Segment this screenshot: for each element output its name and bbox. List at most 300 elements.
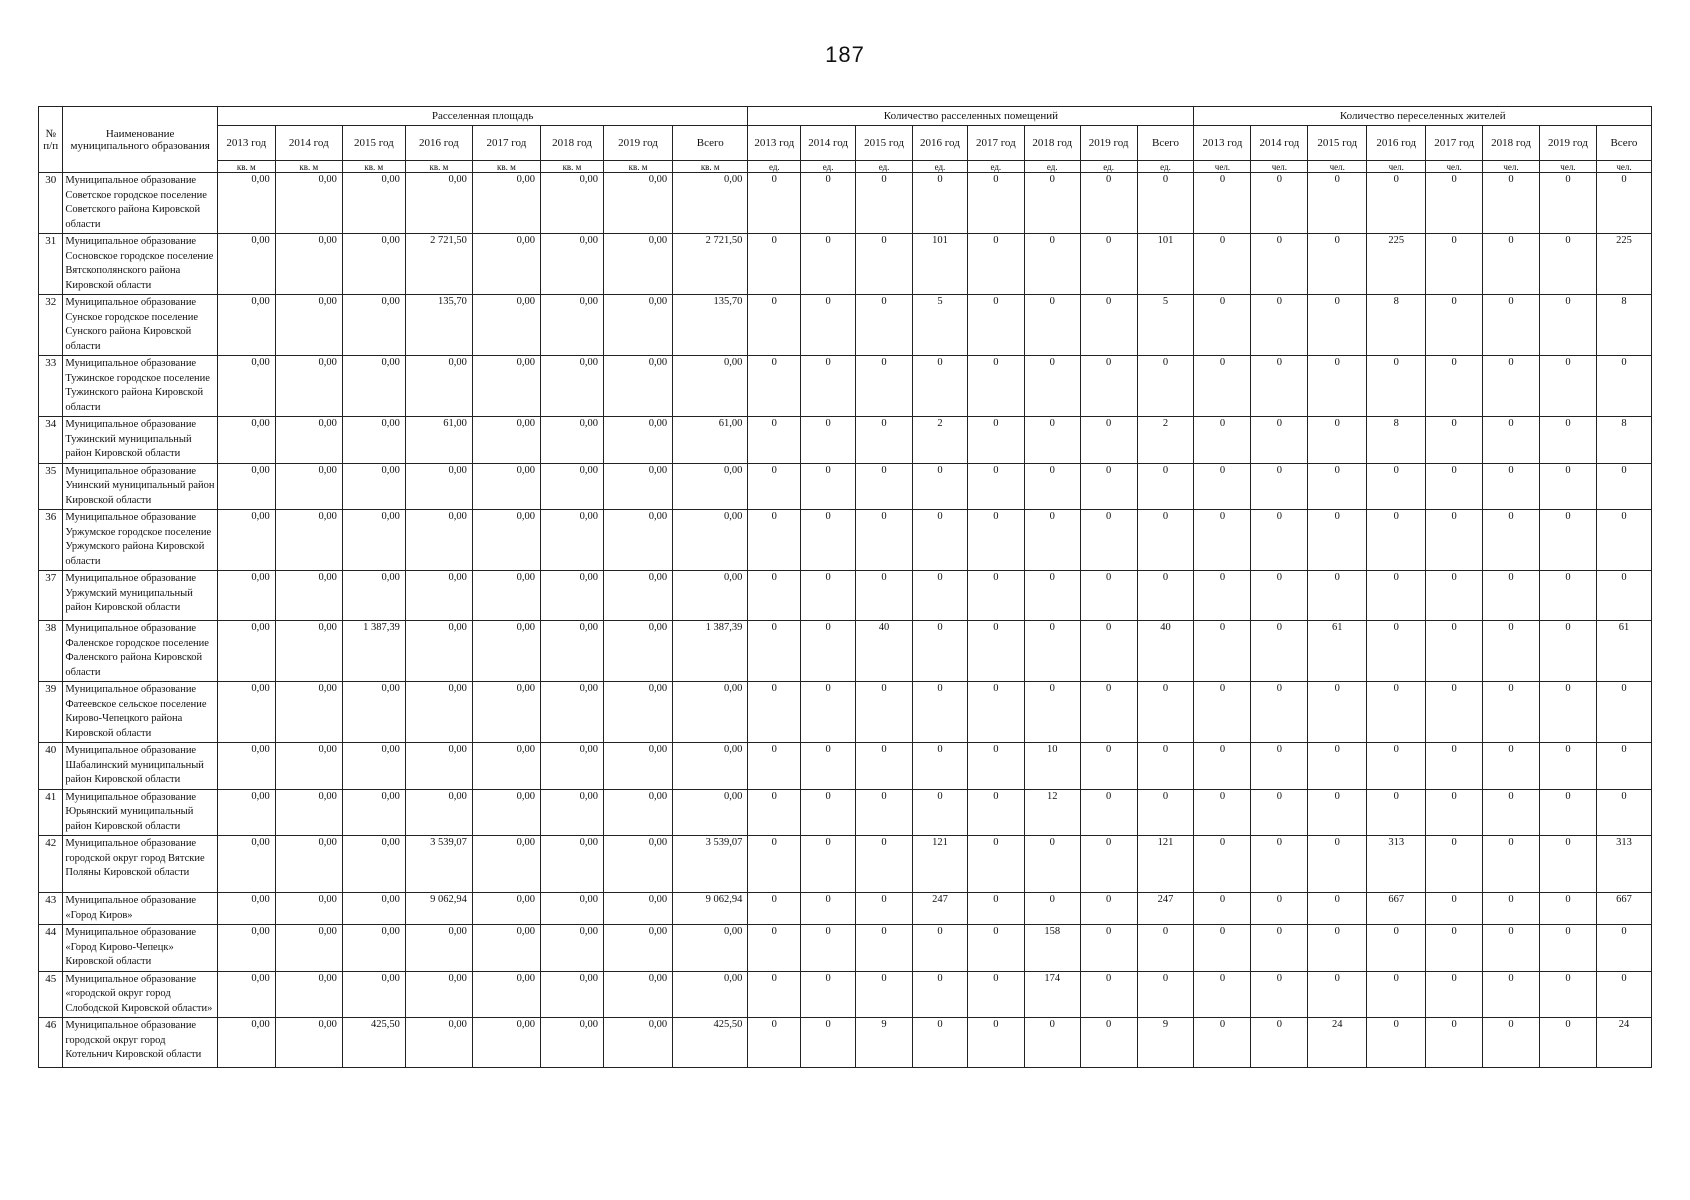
rooms-cell: 0 [801,173,856,234]
people-cell: 0 [1194,463,1251,510]
area-cell: 0,00 [603,971,672,1018]
rooms-cell: 0 [913,682,968,743]
people-cell: 667 [1367,893,1426,925]
people-cell: 0 [1251,621,1308,682]
header-group-row [39,107,1652,126]
area-cell: 0,00 [540,173,603,234]
area-cell: 0,00 [217,743,275,790]
people-cell: 0 [1596,571,1651,621]
rooms-cell: 0 [856,925,913,972]
area-cell: 0,00 [540,1018,603,1068]
area-cell: 1 387,39 [673,621,748,682]
header-year-people: 2016 год [1367,126,1426,161]
area-cell: 0,00 [472,971,540,1018]
rooms-cell: 101 [913,234,968,295]
rooms-cell: 0 [1137,356,1194,417]
header-units-row [39,161,1652,173]
rooms-cell: 174 [1024,971,1080,1018]
rooms-cell: 0 [801,295,856,356]
people-cell: 0 [1251,925,1308,972]
area-cell: 0,00 [603,621,672,682]
rooms-cell: 0 [801,1018,856,1068]
people-cell: 0 [1426,621,1483,682]
rooms-cell: 0 [967,356,1024,417]
people-cell: 0 [1539,173,1596,234]
resettlement-table [38,106,1652,1068]
people-cell: 0 [1426,971,1483,1018]
area-cell: 9 062,94 [405,893,472,925]
rooms-cell: 0 [913,356,968,417]
area-cell: 0,00 [217,1018,275,1068]
people-cell: 0 [1367,1018,1426,1068]
area-cell: 0,00 [405,743,472,790]
header-unit-people: чел. [1308,161,1367,173]
rooms-cell: 0 [748,836,801,893]
row-number: 34 [39,417,63,464]
area-cell: 0,00 [342,971,405,1018]
rooms-cell: 0 [1080,417,1137,464]
area-cell: 0,00 [275,571,342,621]
rooms-cell: 0 [967,621,1024,682]
header-unit-rooms: ед. [1137,161,1194,173]
row-number: 46 [39,1018,63,1068]
rooms-cell: 2 [913,417,968,464]
people-cell: 0 [1483,971,1540,1018]
area-cell: 0,00 [275,463,342,510]
area-cell: 0,00 [342,356,405,417]
area-cell: 0,00 [342,463,405,510]
area-cell: 0,00 [217,621,275,682]
people-cell: 0 [1596,173,1651,234]
rooms-cell: 0 [748,234,801,295]
area-cell: 0,00 [472,463,540,510]
row-number: 37 [39,571,63,621]
area-cell: 0,00 [217,789,275,836]
municipality-name: Муниципальное образование Юрьянский муниципальный район Кировской области [63,789,217,836]
people-cell: 0 [1596,510,1651,571]
people-cell: 0 [1596,971,1651,1018]
rooms-cell: 40 [1137,621,1194,682]
people-cell: 0 [1483,925,1540,972]
area-cell: 0,00 [275,1018,342,1068]
header-years-row [39,126,1652,161]
area-cell: 0,00 [217,417,275,464]
page-number: 187 [825,42,865,67]
municipality-name: Муниципальное образование Фатеевское сельское поселение Кирово-Чепецкого района Кировской области [63,682,217,743]
area-cell: 0,00 [603,836,672,893]
people-cell: 0 [1308,463,1367,510]
area-cell: 0,00 [275,893,342,925]
area-cell: 0,00 [540,234,603,295]
table-row [39,743,1652,790]
people-cell: 0 [1251,295,1308,356]
rooms-cell: 0 [1080,836,1137,893]
header-unit-rooms: ед. [1080,161,1137,173]
area-cell: 0,00 [342,682,405,743]
rooms-cell: 0 [967,1018,1024,1068]
area-cell: 0,00 [275,925,342,972]
people-cell: 0 [1426,356,1483,417]
people-cell: 0 [1539,836,1596,893]
header-unit-rooms: ед. [748,161,801,173]
area-cell: 0,00 [275,295,342,356]
table-row [39,836,1652,893]
people-cell: 0 [1539,682,1596,743]
people-cell: 0 [1483,234,1540,295]
people-cell: 225 [1596,234,1651,295]
area-cell: 0,00 [603,356,672,417]
area-cell: 0,00 [275,836,342,893]
people-cell: 0 [1539,510,1596,571]
people-cell: 0 [1426,173,1483,234]
rooms-cell: 0 [1137,571,1194,621]
people-cell: 0 [1251,173,1308,234]
rooms-cell: 0 [1024,417,1080,464]
area-cell: 0,00 [673,971,748,1018]
header-year-people: 2014 год [1251,126,1308,161]
area-cell: 0,00 [540,971,603,1018]
rooms-cell: 0 [1080,893,1137,925]
people-cell: 0 [1251,789,1308,836]
rooms-cell: 0 [856,836,913,893]
rooms-cell: 0 [856,893,913,925]
rooms-cell: 9 [856,1018,913,1068]
people-cell: 0 [1308,417,1367,464]
rooms-cell: 0 [748,1018,801,1068]
rooms-cell: 0 [856,789,913,836]
area-cell: 0,00 [603,173,672,234]
area-cell: 0,00 [217,893,275,925]
people-cell: 0 [1194,571,1251,621]
header-year-people: 2017 год [1426,126,1483,161]
area-cell: 0,00 [217,682,275,743]
rooms-cell: 0 [967,925,1024,972]
area-cell: 0,00 [603,925,672,972]
municipality-name: Муниципальное образование Тужинское городское поселение Тужинского района Кировской области [63,356,217,417]
area-cell: 135,70 [405,295,472,356]
area-cell: 0,00 [603,1018,672,1068]
rooms-cell: 0 [1080,621,1137,682]
area-cell: 0,00 [342,925,405,972]
area-cell: 0,00 [405,356,472,417]
people-cell: 0 [1194,356,1251,417]
area-cell: 0,00 [472,1018,540,1068]
rooms-cell: 0 [856,743,913,790]
rooms-cell: 0 [967,743,1024,790]
area-cell: 0,00 [472,234,540,295]
people-cell: 0 [1194,510,1251,571]
area-cell: 0,00 [540,893,603,925]
people-cell: 0 [1251,893,1308,925]
header-group-area: Расселенная площадь [217,107,748,126]
rooms-cell: 0 [801,356,856,417]
rooms-cell: 12 [1024,789,1080,836]
area-cell: 0,00 [673,925,748,972]
area-cell: 0,00 [275,743,342,790]
people-cell: 0 [1308,789,1367,836]
area-cell: 0,00 [673,743,748,790]
rooms-cell: 0 [913,789,968,836]
area-cell: 0,00 [217,510,275,571]
area-cell: 0,00 [275,510,342,571]
rooms-cell: 2 [1137,417,1194,464]
area-cell: 0,00 [673,356,748,417]
area-cell: 0,00 [603,463,672,510]
people-cell: 0 [1308,925,1367,972]
rooms-cell: 0 [913,173,968,234]
header-unit-area: кв. м [472,161,540,173]
people-cell: 0 [1194,789,1251,836]
area-cell: 0,00 [275,173,342,234]
rooms-cell: 101 [1137,234,1194,295]
people-cell: 8 [1367,417,1426,464]
people-cell: 0 [1251,510,1308,571]
rooms-cell: 0 [967,510,1024,571]
area-cell: 9 062,94 [673,893,748,925]
rooms-cell: 0 [748,173,801,234]
municipality-name: Муниципальное образование Фаленское городское поселение Фаленского района Кировской области [63,621,217,682]
people-cell: 0 [1596,743,1651,790]
area-cell: 0,00 [603,743,672,790]
area-cell: 0,00 [472,925,540,972]
area-cell: 0,00 [540,417,603,464]
row-number: 38 [39,621,63,682]
area-cell: 0,00 [603,417,672,464]
area-cell: 0,00 [603,510,672,571]
rooms-cell: 0 [1024,173,1080,234]
people-cell: 0 [1367,173,1426,234]
row-number: 43 [39,893,63,925]
rooms-cell: 0 [1024,463,1080,510]
area-cell: 0,00 [540,789,603,836]
header-year-rooms: 2018 год [1024,126,1080,161]
area-cell: 2 721,50 [673,234,748,295]
rooms-cell: 0 [801,463,856,510]
people-cell: 225 [1367,234,1426,295]
people-cell: 0 [1483,417,1540,464]
people-cell: 0 [1483,682,1540,743]
people-cell: 0 [1367,925,1426,972]
rooms-cell: 0 [1080,295,1137,356]
header-year-area: 2015 год [342,126,405,161]
table-row [39,571,1652,621]
row-number: 32 [39,295,63,356]
rooms-cell: 0 [1080,571,1137,621]
header-unit-people: чел. [1426,161,1483,173]
header-unit-people: чел. [1483,161,1540,173]
rooms-cell: 0 [967,682,1024,743]
people-cell: 8 [1596,417,1651,464]
area-cell: 0,00 [673,173,748,234]
rooms-cell: 0 [748,510,801,571]
area-cell: 0,00 [342,789,405,836]
area-cell: 0,00 [540,571,603,621]
header-year-people: 2015 год [1308,126,1367,161]
people-cell: 0 [1251,463,1308,510]
header-unit-people: чел. [1596,161,1651,173]
people-cell: 0 [1308,743,1367,790]
rooms-cell: 0 [748,743,801,790]
rooms-cell: 0 [801,789,856,836]
people-cell: 0 [1596,356,1651,417]
area-cell: 0,00 [275,789,342,836]
area-cell: 0,00 [405,621,472,682]
area-cell: 0,00 [405,1018,472,1068]
area-cell: 2 721,50 [405,234,472,295]
municipality-name: Муниципальное образование городской округ город Котельнич Кировской области [63,1018,217,1068]
area-cell: 0,00 [472,789,540,836]
people-cell: 0 [1483,789,1540,836]
rooms-cell: 0 [1137,682,1194,743]
rooms-cell: 0 [748,893,801,925]
rooms-cell: 0 [913,1018,968,1068]
area-cell: 0,00 [540,356,603,417]
rooms-cell: 0 [1137,925,1194,972]
rooms-cell: 0 [913,571,968,621]
rooms-cell: 0 [1024,510,1080,571]
rooms-cell: 0 [913,925,968,972]
rooms-cell: 0 [1080,925,1137,972]
rooms-cell: 0 [1024,621,1080,682]
municipality-name: Муниципальное образование Уржумское городское поселение Уржумского района Кировской области [63,510,217,571]
municipality-name: Муниципальное образование Сунское городское поселение Сунского района Кировской области [63,295,217,356]
people-cell: 0 [1194,971,1251,1018]
area-cell: 0,00 [342,417,405,464]
header-year-area: 2016 год [405,126,472,161]
rooms-cell: 0 [1080,682,1137,743]
people-cell: 0 [1426,682,1483,743]
people-cell: 0 [1251,743,1308,790]
header-group-people: Количество переселенных жителей [1194,107,1652,126]
people-cell: 0 [1539,1018,1596,1068]
rooms-cell: 0 [856,356,913,417]
area-cell: 0,00 [275,682,342,743]
area-cell: 0,00 [603,682,672,743]
area-cell: 0,00 [540,295,603,356]
rooms-cell: 121 [913,836,968,893]
people-cell: 24 [1596,1018,1651,1068]
area-cell: 0,00 [673,463,748,510]
area-cell: 0,00 [540,836,603,893]
area-cell: 0,00 [673,789,748,836]
header-unit-people: чел. [1194,161,1251,173]
people-cell: 0 [1539,893,1596,925]
rooms-cell: 0 [856,173,913,234]
area-cell: 0,00 [472,682,540,743]
people-cell: 0 [1596,925,1651,972]
area-cell: 0,00 [673,682,748,743]
rooms-cell: 0 [913,510,968,571]
header-year-rooms: 2013 год [748,126,801,161]
rooms-cell: 0 [856,682,913,743]
header-unit-area: кв. м [275,161,342,173]
people-cell: 0 [1194,234,1251,295]
area-cell: 0,00 [275,417,342,464]
rooms-cell: 5 [1137,295,1194,356]
header-year-rooms: 2017 год [967,126,1024,161]
people-cell: 61 [1596,621,1651,682]
area-cell: 0,00 [405,463,472,510]
people-cell: 0 [1251,682,1308,743]
area-cell: 61,00 [673,417,748,464]
rooms-cell: 0 [1024,893,1080,925]
area-cell: 0,00 [342,234,405,295]
rooms-cell: 0 [801,417,856,464]
area-cell: 0,00 [342,173,405,234]
people-cell: 0 [1539,417,1596,464]
area-cell: 0,00 [472,417,540,464]
area-cell: 0,00 [540,621,603,682]
header-num: № п/п [39,107,63,173]
rooms-cell: 0 [967,571,1024,621]
people-cell: 0 [1539,925,1596,972]
area-cell: 0,00 [540,510,603,571]
rooms-cell: 0 [748,417,801,464]
area-cell: 0,00 [405,925,472,972]
rooms-cell: 0 [748,571,801,621]
municipality-name: Муниципальное образование «Город Киров» [63,893,217,925]
municipality-name: Муниципальное образование Уржумский муниципальный район Кировской области [63,571,217,621]
people-cell: 0 [1483,173,1540,234]
rooms-cell: 0 [748,925,801,972]
rooms-cell: 0 [856,417,913,464]
people-cell: 0 [1194,621,1251,682]
people-cell: 313 [1367,836,1426,893]
people-cell: 0 [1194,1018,1251,1068]
header-unit-area: кв. м [673,161,748,173]
table-row [39,971,1652,1018]
header-year-area: 2013 год [217,126,275,161]
area-cell: 0,00 [342,510,405,571]
people-cell: 0 [1426,836,1483,893]
people-cell: 0 [1539,571,1596,621]
people-cell: 0 [1483,893,1540,925]
rooms-cell: 0 [1137,463,1194,510]
table-row [39,356,1652,417]
area-cell: 0,00 [603,571,672,621]
people-cell: 0 [1194,836,1251,893]
people-cell: 0 [1539,621,1596,682]
header-unit-rooms: ед. [913,161,968,173]
header-unit-rooms: ед. [1024,161,1080,173]
people-cell: 0 [1539,743,1596,790]
rooms-cell: 0 [748,789,801,836]
area-cell: 61,00 [405,417,472,464]
header-unit-area: кв. м [342,161,405,173]
people-cell: 0 [1426,743,1483,790]
header-year-rooms: Всего [1137,126,1194,161]
people-cell: 0 [1426,1018,1483,1068]
table-row [39,173,1652,234]
row-number: 42 [39,836,63,893]
people-cell: 0 [1483,295,1540,356]
municipality-name: Муниципальное образование «Город Кирово-Чепецк» Кировской области [63,925,217,972]
rooms-cell: 0 [748,621,801,682]
rooms-cell: 0 [1080,173,1137,234]
people-cell: 0 [1308,682,1367,743]
people-cell: 0 [1483,356,1540,417]
people-cell: 0 [1426,893,1483,925]
header-year-people: 2018 год [1483,126,1540,161]
area-cell: 0,00 [472,893,540,925]
rooms-cell: 0 [856,234,913,295]
area-cell: 0,00 [405,571,472,621]
rooms-cell: 0 [913,743,968,790]
header-unit-people: чел. [1367,161,1426,173]
people-cell: 0 [1194,682,1251,743]
header-unit-rooms: ед. [967,161,1024,173]
area-cell: 0,00 [405,971,472,1018]
